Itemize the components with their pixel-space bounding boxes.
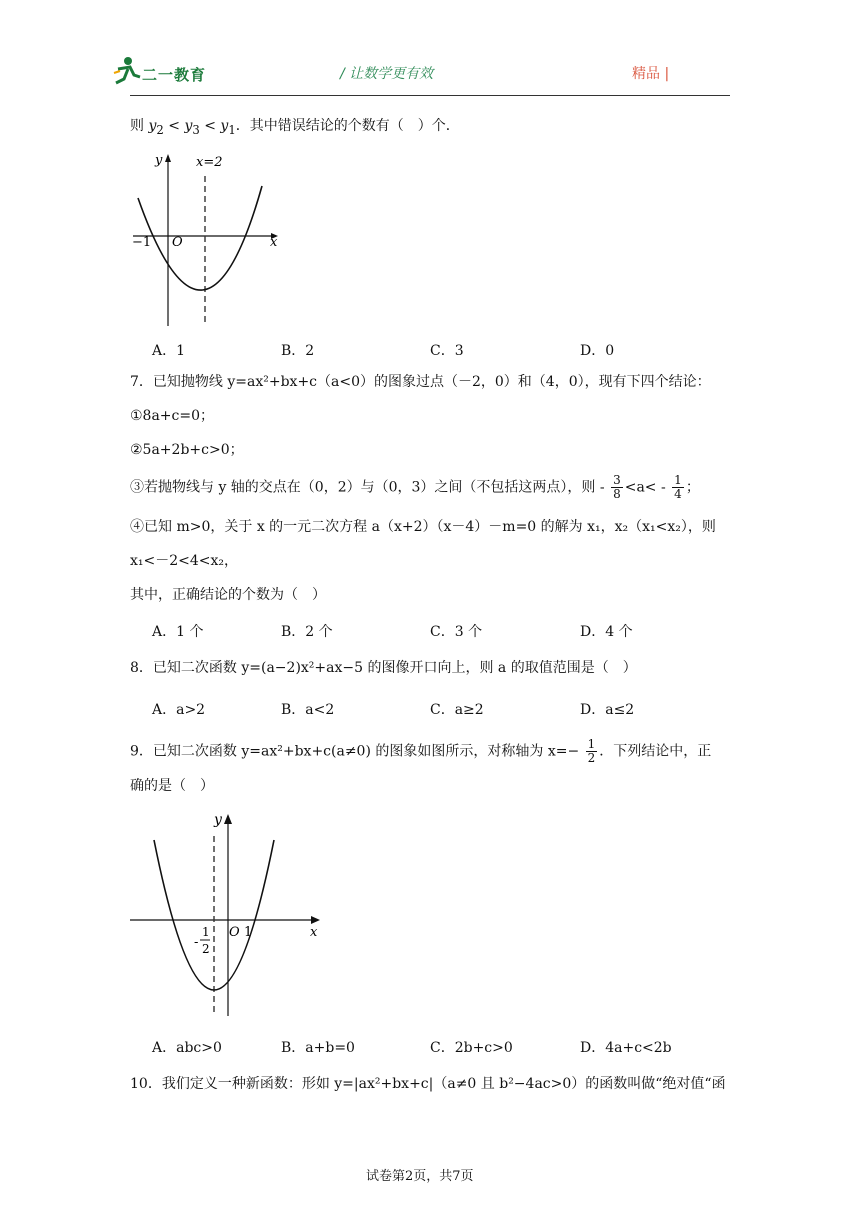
x-label: x <box>270 235 278 250</box>
q6-option-a: A．1 <box>152 343 186 359</box>
q6-tail: 则 $y_2 < y_3 < y_1$．其中错误结论的个数有（ ）个． <box>130 118 460 137</box>
q8-option-a: A．a>2 <box>152 702 206 718</box>
premium-label: 精品 | <box>632 66 670 82</box>
fraction-1-4: $\frac{1}{4}$ <box>674 473 682 501</box>
q7-conclusion-2: ②5a+2b+c>0； <box>130 442 244 458</box>
x-label: x <box>310 925 318 940</box>
minus-label: - <box>194 935 199 950</box>
slogan: / 让数学更有效 <box>340 66 434 82</box>
q6-option-c: C．3 <box>430 343 464 359</box>
page-footer: 试卷第2页，共7页 <box>366 1169 474 1184</box>
q7-option-d: D．4 个 <box>580 624 633 640</box>
header-divider <box>130 95 730 96</box>
one-label: 1 <box>244 925 253 940</box>
origin-label: O <box>172 235 183 250</box>
q10-stem: 10．我们定义一种新函数：形如 y=|ax²+bx+c|（a≠0 且 b²−4ac>0）的函数叫做“绝对值“函 <box>130 1076 726 1092</box>
q9-option-c: C．2b+c>0 <box>430 1040 513 1056</box>
graph-parabola-2 <box>128 810 328 1022</box>
fraction-1-2: $\frac{1}{2}$ <box>587 737 596 765</box>
half-num: 1 <box>202 925 210 939</box>
symmetry-label: x=2 <box>196 155 223 170</box>
logo-text: 二一教育 <box>142 66 207 84</box>
q7-conclusion-4: ④已知 m>0，关于 x 的一元二次方程 a（x+2）（x－4）－m=0 的解为 x₁，x₂（x₁<x₂），则 <box>130 519 716 535</box>
q9-option-b: B．a+b=0 <box>281 1040 355 1056</box>
q7-ask: 其中，正确结论的个数为（ ） <box>130 587 326 603</box>
q9-option-d: D．4a+c<2b <box>580 1040 672 1056</box>
q7-conclusion-4-cont: x₁<－2<4<x₂， <box>130 553 239 569</box>
q7-option-b: B．2 个 <box>281 624 333 640</box>
q7-conclusion-3: ③若抛物线与 y 轴的交点在（0，2）与（0，3）之间（不包括这两点），则 - $\frac{3}{8}$ <a< - $\frac{1}{4}$ ； <box>130 473 700 501</box>
half-den: 2 <box>202 942 210 956</box>
origin-label: O <box>229 925 240 940</box>
q9-option-a: A．abc>0 <box>152 1040 222 1056</box>
y-label: y <box>214 812 222 828</box>
graph-parabola-1 <box>128 148 288 333</box>
q8-option-d: D．a≤2 <box>580 702 635 718</box>
q8-option-c: C．a≥2 <box>430 702 484 718</box>
q8-option-b: B．a<2 <box>281 702 335 718</box>
q9-stem-cont: 确的是（ ） <box>130 778 214 794</box>
logo <box>110 55 230 89</box>
neg-one-label: −1 <box>132 235 152 250</box>
runner-icon <box>110 55 144 87</box>
q7-option-a: A．1 个 <box>152 624 204 640</box>
q7-conclusion-1: ①8a+c=0； <box>130 408 215 424</box>
q6-option-b: B．2 <box>281 343 315 359</box>
fraction-3-8: $\frac{3}{8}$ <box>613 473 621 501</box>
q7-option-c: C．3 个 <box>430 624 483 640</box>
y-label: y <box>155 153 163 168</box>
q6-option-d: D．0 <box>580 343 615 359</box>
q9-stem: 9．已知二次函数 y=ax²+bx+c(a≠0) 的图象如图所示，对称轴为 x=− $\frac{1}{2}$ ．下列结论中，正 <box>130 737 712 765</box>
q8-stem: 8．已知二次函数 y=(a−2)x²+ax−5 的图像开口向上，则 a 的取值范围是（ ） <box>130 660 637 676</box>
q7-stem: 7．已知抛物线 y=ax²+bx+c（a<0）的图象过点（－2，0）和（4，0），现有下四个结论： <box>130 374 711 390</box>
